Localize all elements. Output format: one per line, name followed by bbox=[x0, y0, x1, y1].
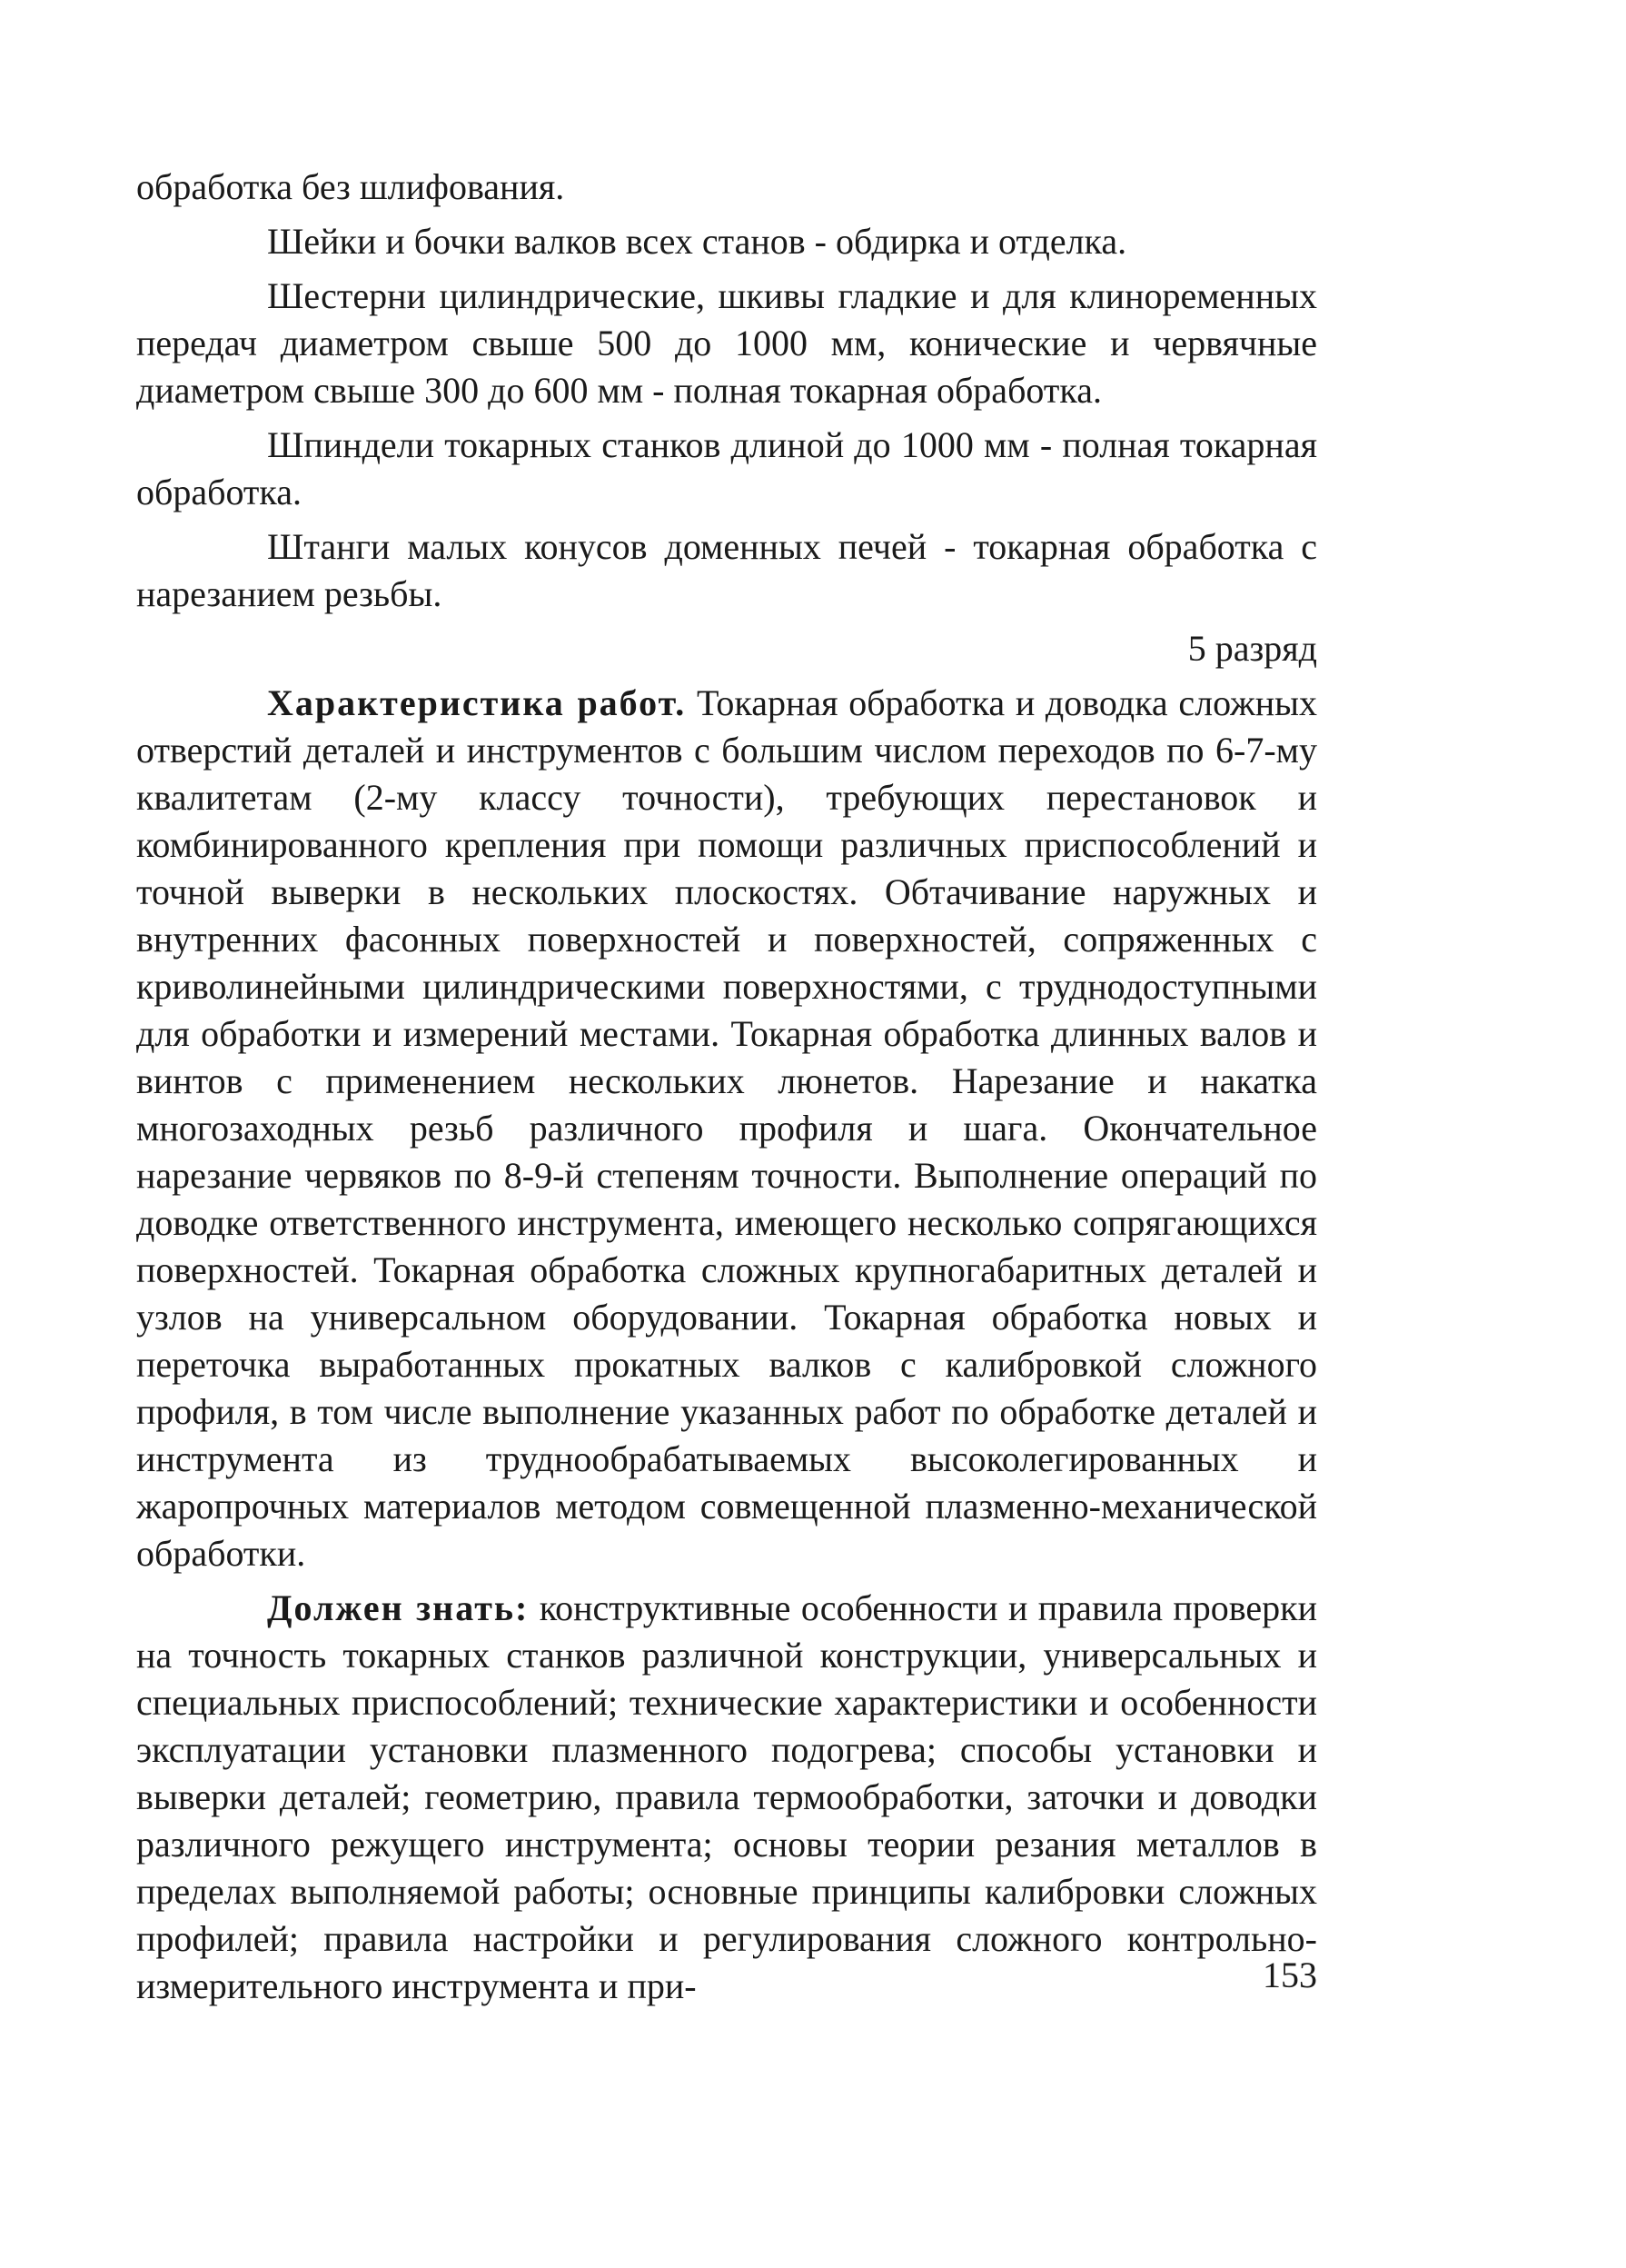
paragraph-must-know bbox=[136, 1585, 1317, 2010]
characteristics-text: Токарная обработка и доводка сложных отверстий деталей и инструментов с большим числом переходов по 6-7-му квалитетам (2-му классу точности), требующих перестановок и комбинированного крепления при помощи различных приспособлений и точной выверки в нескольких плоскостях. Обтачивание наружных и внутренних фасонных поверхностей и поверхностей, сопряженных с криволинейными цилиндрическими поверхностями, с труднодоступными для обработки и измерений местами. Токарная обработка длинных валов и винтов с применением нескольких люнетов. Нарезание и накатка многозаходных резьб различного профиля и шага. Окончательное нарезание червяков по 8-9-й степеням точности. Выполнение операций по доводке ответственного инструмента, имеющего несколько сопрягающихся поверхностей. Токарная обработка сложных крупногабаритных деталей и узлов на универсальном оборудовании. Токарная обработка новых и переточка выработанных прокатных валков с калибровкой сложного профиля, в том числе выполнение указанных работ по обработке деталей и инструмента из труднообрабатываемых высоколегированных и жаропрочных материалов методом совмещенной плазменно-механической обработки. bbox=[136, 682, 1317, 1574]
paragraph-spindles: Шпиндели токарных станков длиной до 1000 мм - полная токарная обработка. bbox=[136, 424, 1317, 512]
paragraph-characteristics bbox=[136, 680, 1317, 1577]
text-column bbox=[136, 164, 1317, 2017]
characteristics-label: Характеристика работ. bbox=[267, 682, 687, 723]
paragraph-gears: Шестерни цилиндрические, шкивы гладкие и для клиноременных передач диаметром свыше 500 до 1000 мм, конические и червячные диаметром свыше 300 до 600 мм - полная токарная обработка. bbox=[136, 275, 1317, 411]
grade-heading: 5 разряд bbox=[1187, 628, 1317, 669]
must-know-label: Должен знать: bbox=[267, 1587, 530, 1628]
paragraph-rolls: Шейки и бочки валков всех станов - обдирка и отделка. bbox=[267, 221, 1127, 262]
page-number: 153 bbox=[1263, 1955, 1317, 1995]
must-know-text: конструктивные особенности и правила проверки на точность токарных станков различной конструкции, универсальных и специальных приспособлений; технические характеристики и особенности эксплуатации установки плазменного подогрева; способы установки и выверки деталей; геометрию, правила термообработки, заточки и доводки различного режущего инструмента; основы теории резания металлов в пределах выполняемой работы; основные принципы калибровки сложных профилей; правила настройки и регулирования сложного контрольно-измерительного инструмента и при- bbox=[136, 1587, 1317, 2006]
paragraph-rods: Штанги малых конусов доменных печей - токарная обработка с нарезанием резьбы. bbox=[136, 526, 1317, 614]
paragraph-continuation: обработка без шлифования. bbox=[136, 166, 565, 207]
